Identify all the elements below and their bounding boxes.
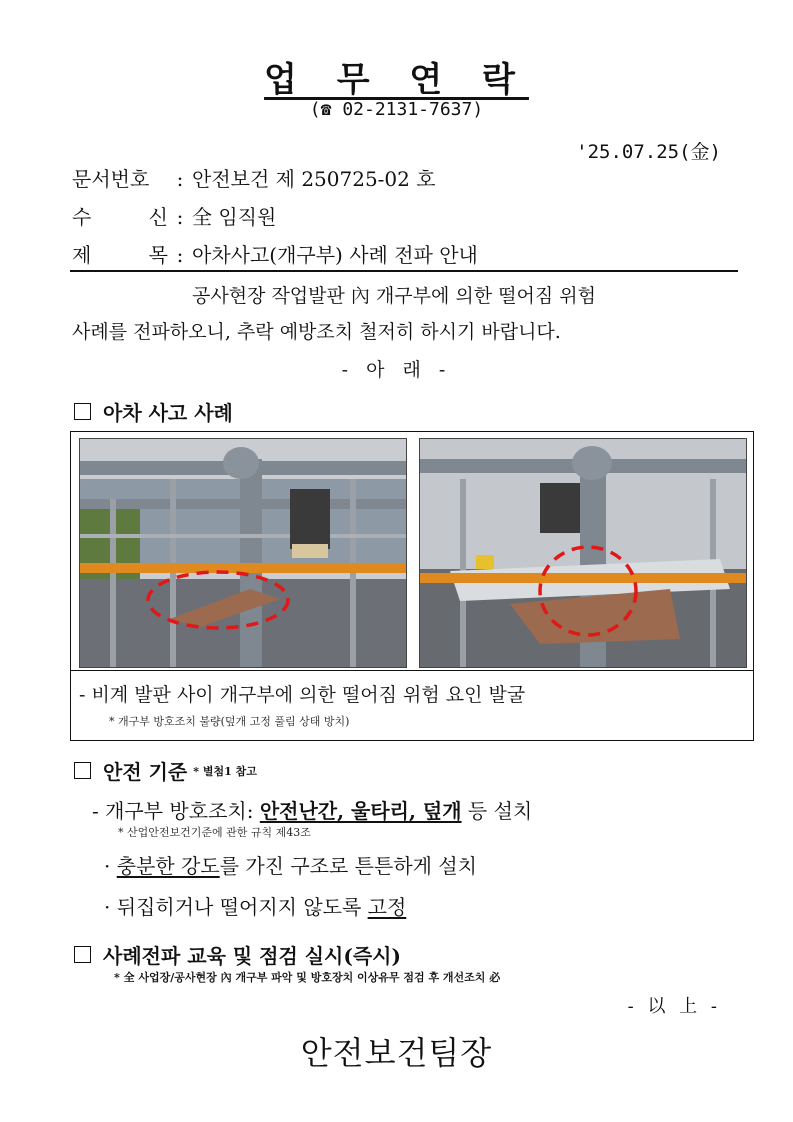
intro-line-2: 사례를 전파하오니, 추락 예방조치 철저히 하시기 바랍니다. [72,321,561,343]
photo-caption-note: * 개구부 방호조치 불량(덮개 고정 풀림 상태 방치) [109,715,350,728]
meta-doc-number: 문서번호 : 안전보건 제 250725-02 호 [72,167,436,191]
checkbox-square-icon [74,403,91,420]
standard-item-3: · 뒤집히거나 떨어지지 않도록 고정 [104,895,407,919]
attachment-reference: * 별첨1 참고 [193,764,257,778]
photo-case-frame [70,431,754,741]
checkbox-square-icon [74,762,91,779]
document-title: 업 무 연 락 [264,60,529,100]
section-near-miss-heading: 아차 사고 사례 [74,397,233,426]
standard-item-2: · 충분한 강도를 가진 구조로 튼튼하게 설치 [104,854,477,878]
incident-photo-2 [419,438,747,668]
training-note: * 全 사업장/공사현장 內 개구부 파악 및 방호장치 이상유무 점검 후 개선조치 必 [114,971,501,984]
signature-team-lead: 안전보건팀장 [300,1034,493,1072]
intro-line-1: 공사현장 작업발판 內 개구부에 의한 떨어짐 위험 [192,285,596,307]
below-marker: - 아 래 - [341,359,452,381]
section-training-heading: 사례전파 교육 및 점검 실시(즉시) [74,940,401,969]
contact-phone: (☎ 02-2131-7637) [309,99,484,120]
standard-item-1-note: * 산업안전보건기준에 관한 규칙 제43조 [118,826,311,839]
phone-icon: ☎ [320,99,332,120]
section-safety-standard-heading: 안전 기준 * 별첨1 참고 [74,756,257,785]
meta-subject: 제 목 : 아차사고(개구부) 사례 전파 안내 [72,243,478,267]
header-divider [70,270,738,272]
document-date: '25.07.25(金) [576,141,721,163]
standard-item-1: - 개구부 방호조치: 안전난간, 울타리, 덮개 등 설치 [92,799,533,823]
closing-mark: - 以 上 - [627,996,721,1017]
photo-caption: - 비계 발판 사이 개구부에 의한 떨어짐 위험 요인 발굴 [79,684,526,706]
checkbox-square-icon [74,946,91,963]
incident-photo-1 [79,438,407,668]
photo-caption-area [71,670,753,728]
meta-recipient: 수 신 : 全 임직원 [72,205,277,229]
